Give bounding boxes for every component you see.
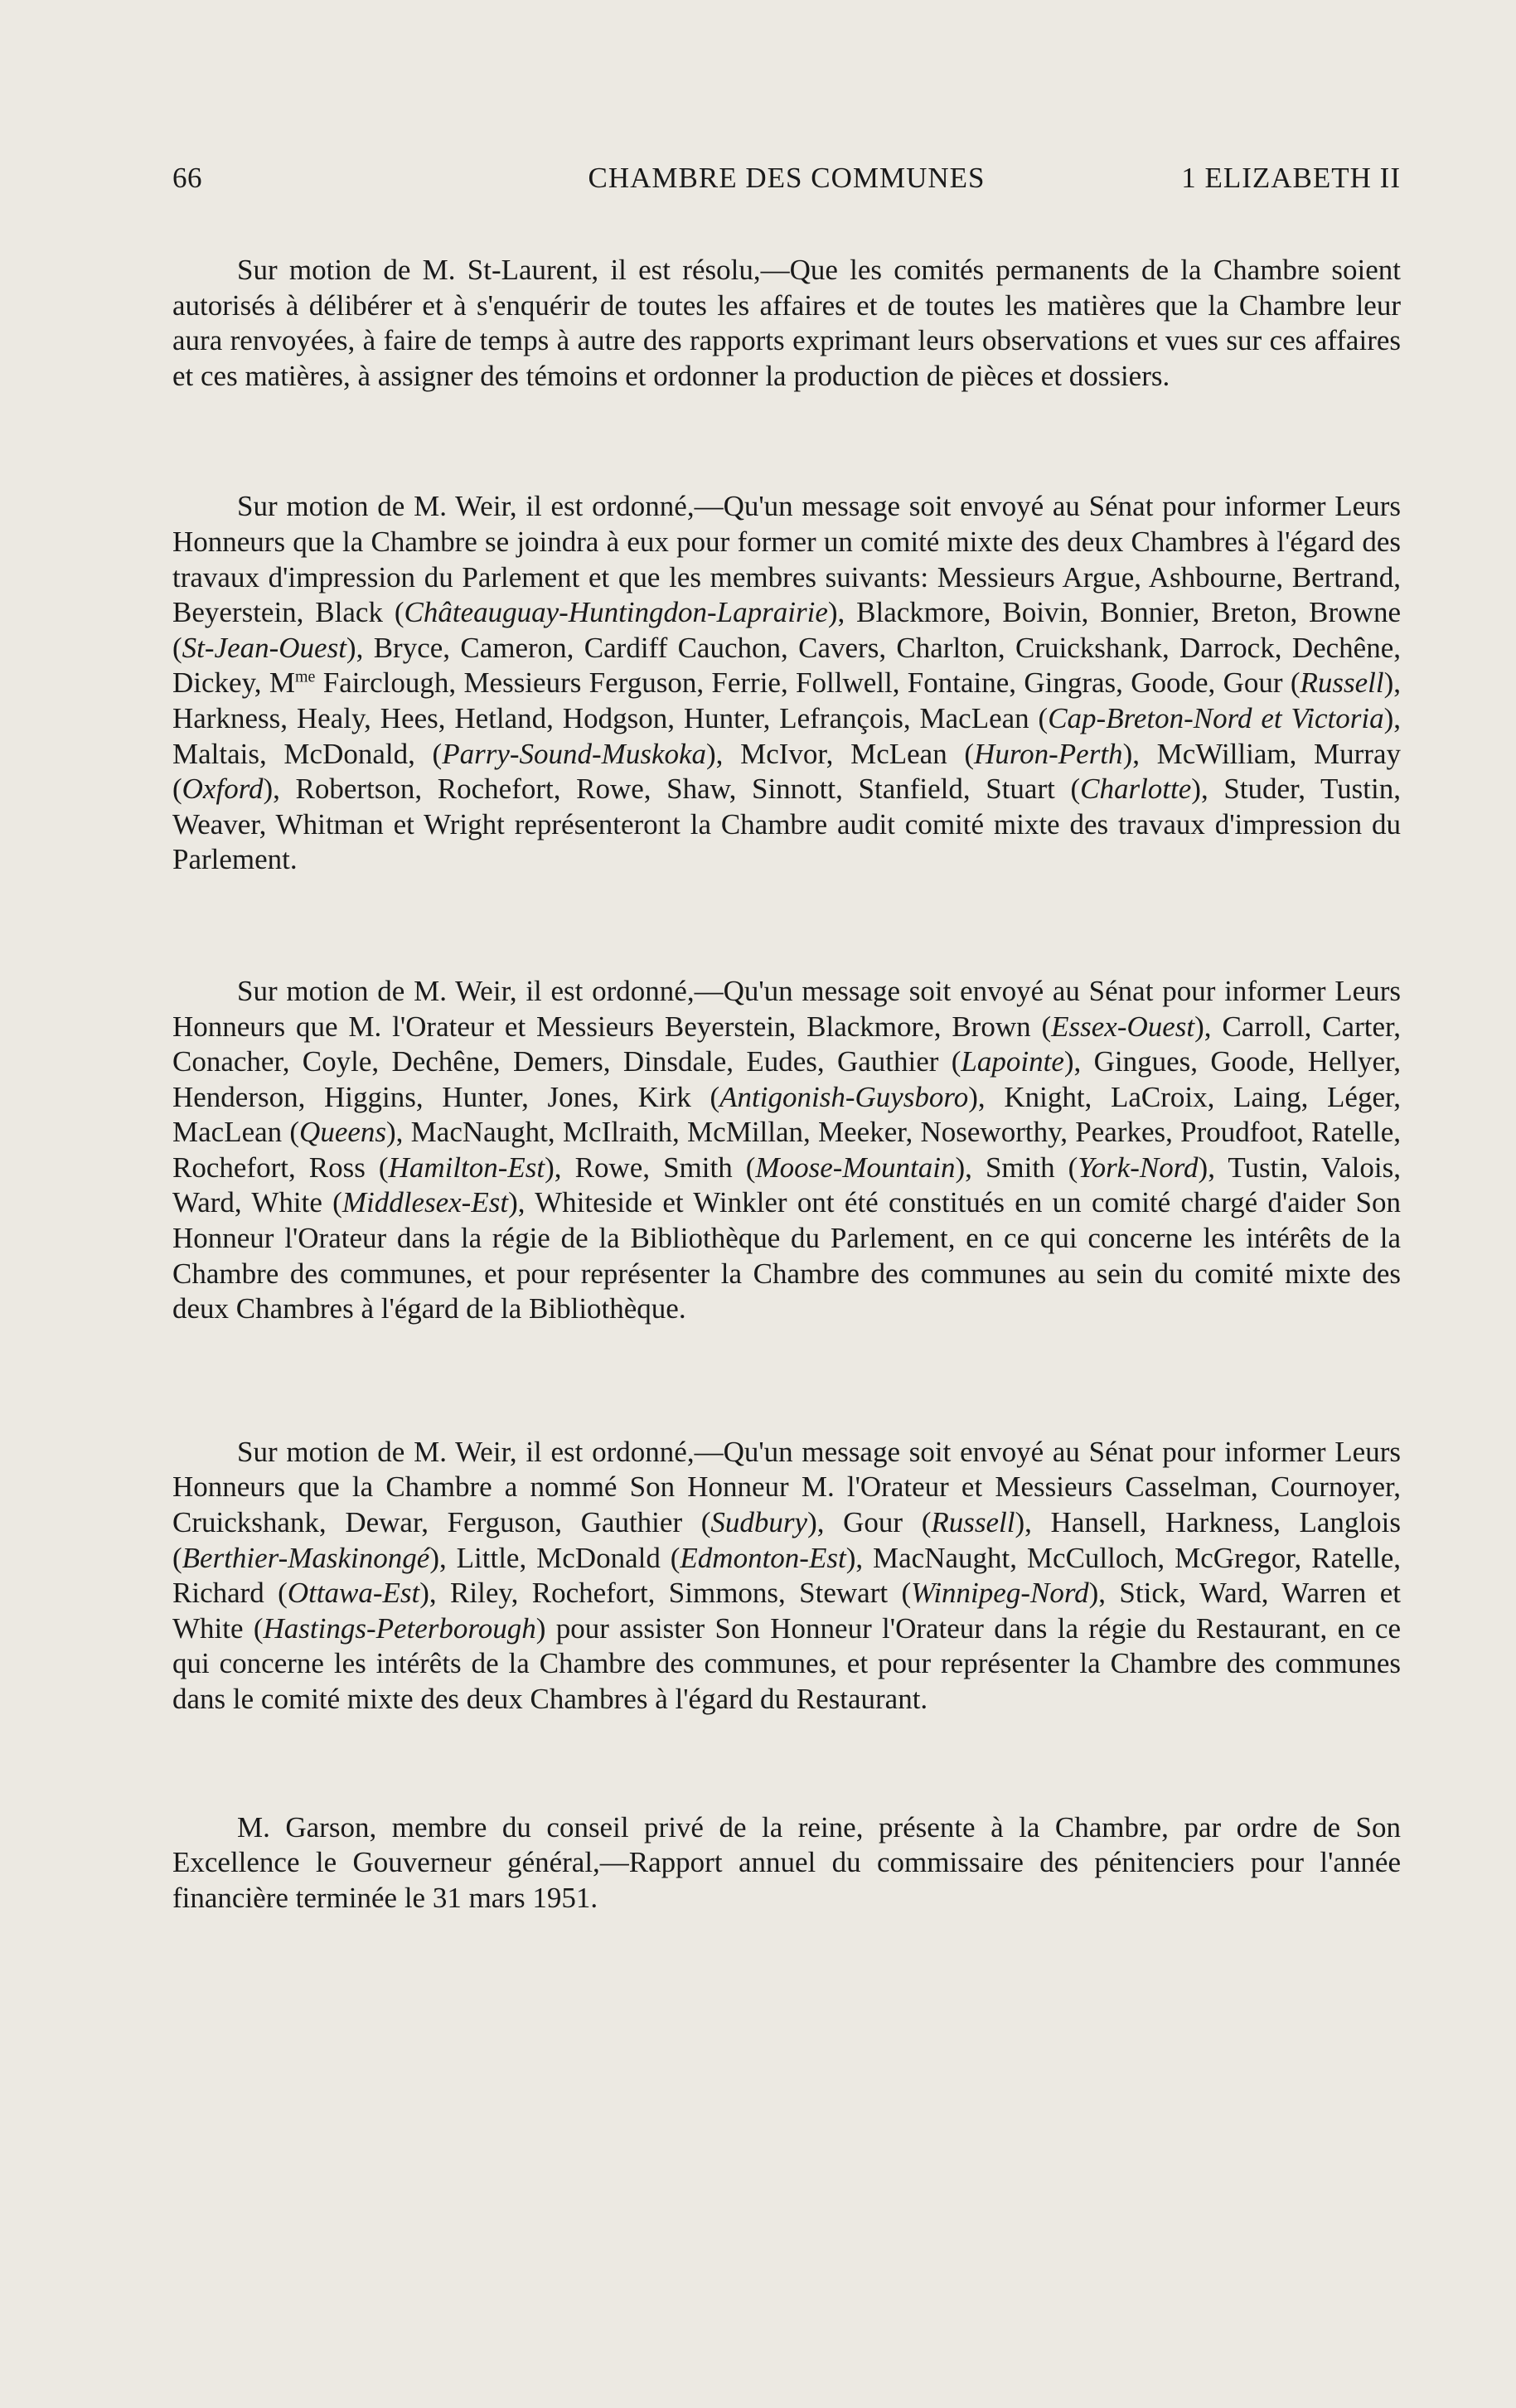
text-run: Sur motion de M. Weir, il est ordonné,—Qu'un message soit envoyé au Sénat pour informer Leurs Honneurs que la Chambre a nommé Son Honneur M. l'Orateur et Messieurs Casselman, Cournoyer, Cruickshank, Dewar, Ferguson, Gauthier ( (172, 1435, 1401, 1539)
riding-name: Russell (931, 1506, 1015, 1539)
text-run: ), Little, McDonald ( (429, 1541, 681, 1574)
riding-name: Hamilton-Est (388, 1151, 545, 1184)
riding-name: Edmonton-Est (680, 1541, 846, 1574)
text-run: ), Studer, Tustin, Weaver, Whitman et Wright représenteront la Chambre audit comité mixte des travaux d'impression du Parlement. (172, 773, 1401, 876)
riding-name: Middlesex-Est (341, 1186, 509, 1219)
paragraph-printing-committee (172, 489, 1401, 878)
riding-name: York-Nord (1078, 1151, 1199, 1184)
riding-name: Charlotte (1080, 773, 1192, 806)
text-run: ), Bryce, Cameron, Cardiff Cauchon, Cavers, Charlton, Cruickshank, Darrock, Dechêne, Dickey, M (172, 631, 1401, 700)
riding-name: Hastings-Peterborough (263, 1611, 536, 1645)
text-run: Fairclough, Messieurs Ferguson, Ferrie, Follwell, Fontaine, Gingras, Goode, Gour ( (315, 666, 1300, 700)
paragraph-penitentiaries-report (172, 1810, 1401, 1916)
page-header (172, 162, 1401, 203)
running-title: CHAMBRE DES COMMUNES (588, 162, 986, 194)
text-run: ), McIvor, McLean ( (706, 737, 975, 770)
text-run: ), Carroll, Carter, Conacher, Coyle, Dechêne, Demers, Dinsdale, Eudes, Gauthier ( (172, 1010, 1401, 1078)
text-run: ), Tustin, Valois, Ward, White ( (172, 1151, 1402, 1219)
riding-name: Essex-Ouest (1051, 1010, 1195, 1043)
riding-name: Oxford (182, 773, 264, 806)
text-run: ), Gour ( (807, 1506, 932, 1539)
text-run: ), Riley, Rochefort, Simmons, Stewart ( (419, 1577, 912, 1610)
riding-name: Russell (1300, 666, 1384, 700)
riding-name: Ottawa-Est (287, 1577, 420, 1610)
text-run: ), Gingues, Goode, Hellyer, Henderson, Higgins, Hunter, Jones, Kirk ( (172, 1045, 1402, 1113)
text-run: ), Maltais, McDonald, ( (172, 701, 1401, 770)
riding-name: Huron-Perth (974, 737, 1123, 770)
riding-name: Antigonish-Guysboro (719, 1080, 969, 1113)
riding-name: Parry-Sound-Muskoka (442, 737, 707, 770)
text-run: ), Whiteside et Winkler ont été constitués en un comité chargé d'aider Son Honneur l'Orateur dans la régie de la Bibliothèque du Parlement, en ce qui concerne les intérêts de la Chambre des communes, et pour représenter la Chambre des communes au sein du comité mixte des deux Chambres à l'égard de la Bibliothèque. (172, 1186, 1401, 1325)
text-run: ), MacNaught, McCulloch, McGregor, Ratelle, Richard ( (172, 1541, 1402, 1610)
text-run: ), Stick, Ward, Warren et White ( (172, 1577, 1401, 1645)
text-run: ), Hansell, Harkness, Langlois ( (172, 1506, 1401, 1574)
paragraph-committees-authority (172, 253, 1401, 394)
text-run: Sur motion de M. Weir, il est ordonné,—Qu'un message soit envoyé au Sénat pour informer Leurs Honneurs que M. l'Orateur et Messieurs Beyerstein, Blackmore, Brown ( (172, 974, 1401, 1043)
text-run: ), Robertson, Rochefort, Rowe, Shaw, Sinnott, Stanfield, Stuart ( (263, 773, 1081, 806)
text-run: ), Harkness, Healy, Hees, Hetland, Hodgson, Hunter, Lefrançois, MacLean ( (172, 666, 1401, 734)
riding-name: Winnipeg-Nord (911, 1577, 1089, 1610)
riding-name: Moose-Mountain (755, 1151, 956, 1184)
text-run: ), Smith ( (955, 1151, 1078, 1184)
text-run: ), Rowe, Smith ( (545, 1151, 756, 1184)
journal-page (172, 162, 1401, 1916)
superscript: me (294, 667, 316, 686)
text-run: ), Blackmore, Boivin, Bonnier, Breton, Browne ( (172, 596, 1401, 664)
riding-name: Cap-Breton-Nord et Victoria (1048, 701, 1384, 734)
text-run: Sur motion de M. Weir, il est ordonné,—Qu'un message soit envoyé au Sénat pour informer Leurs Honneurs que la Chambre se joindra à eux pour former un comité mixte des deux Chambres à l'égard des travaux d'impression du Parlement et que les membres suivants: Messieurs Argue, Ashbourne, Bertrand, Beyerstein, Black ( (172, 490, 1401, 629)
riding-name: Queens (299, 1116, 387, 1149)
page-number: 66 (172, 162, 202, 194)
regnal-year: 1 ELIZABETH II (1181, 162, 1401, 194)
text-run: ), Knight, LaCroix, Laing, Léger, MacLean ( (172, 1080, 1402, 1149)
text-run: ), McWilliam, Murray ( (172, 737, 1401, 806)
riding-name: Châteauguay-Huntingdon-Laprairie (404, 596, 828, 629)
text-run: ), MacNaught, McIlraith, McMillan, Meeker, Noseworthy, Pearkes, Proudfoot, Ratelle, Rochefort, Ross ( (172, 1116, 1402, 1184)
riding-name: Berthier-Maskinongé (182, 1541, 430, 1574)
riding-name: St-Jean-Ouest (182, 631, 346, 664)
text-run: Sur motion de M. St-Laurent, il est résolu,—Que les comités permanents de la Chambre soient autorisés à délibérer et à s'enquérir de toutes les affaires et de toutes les matières que la Chambre leur aura renvoyées, à faire de temps à autre des rapports exprimant leurs observations et vues sur ces affaires et ces matières, à assigner des témoins et ordonner la production de pièces et dossiers. (172, 254, 1401, 392)
paragraph-restaurant-committee (172, 1435, 1401, 1718)
riding-name: Sudbury (710, 1506, 808, 1539)
paragraph-library-committee (172, 974, 1401, 1327)
text-run: ) pour assister Son Honneur l'Orateur dans la régie du Restaurant, en ce qui concerne les intérêts de la Chambre des communes, et pour représenter la Chambre des communes dans le comité mixte des deux Chambres à l'égard du Restaurant. (172, 1611, 1401, 1715)
text-run: M. Garson, membre du conseil privé de la reine, présente à la Chambre, par ordre de Son Excellence le Gouverneur général,—Rapport annuel du commissaire des pénitenciers pour l'année financière terminée le 31 mars 1951. (172, 1810, 1401, 1914)
riding-name: Lapointe (961, 1045, 1064, 1078)
